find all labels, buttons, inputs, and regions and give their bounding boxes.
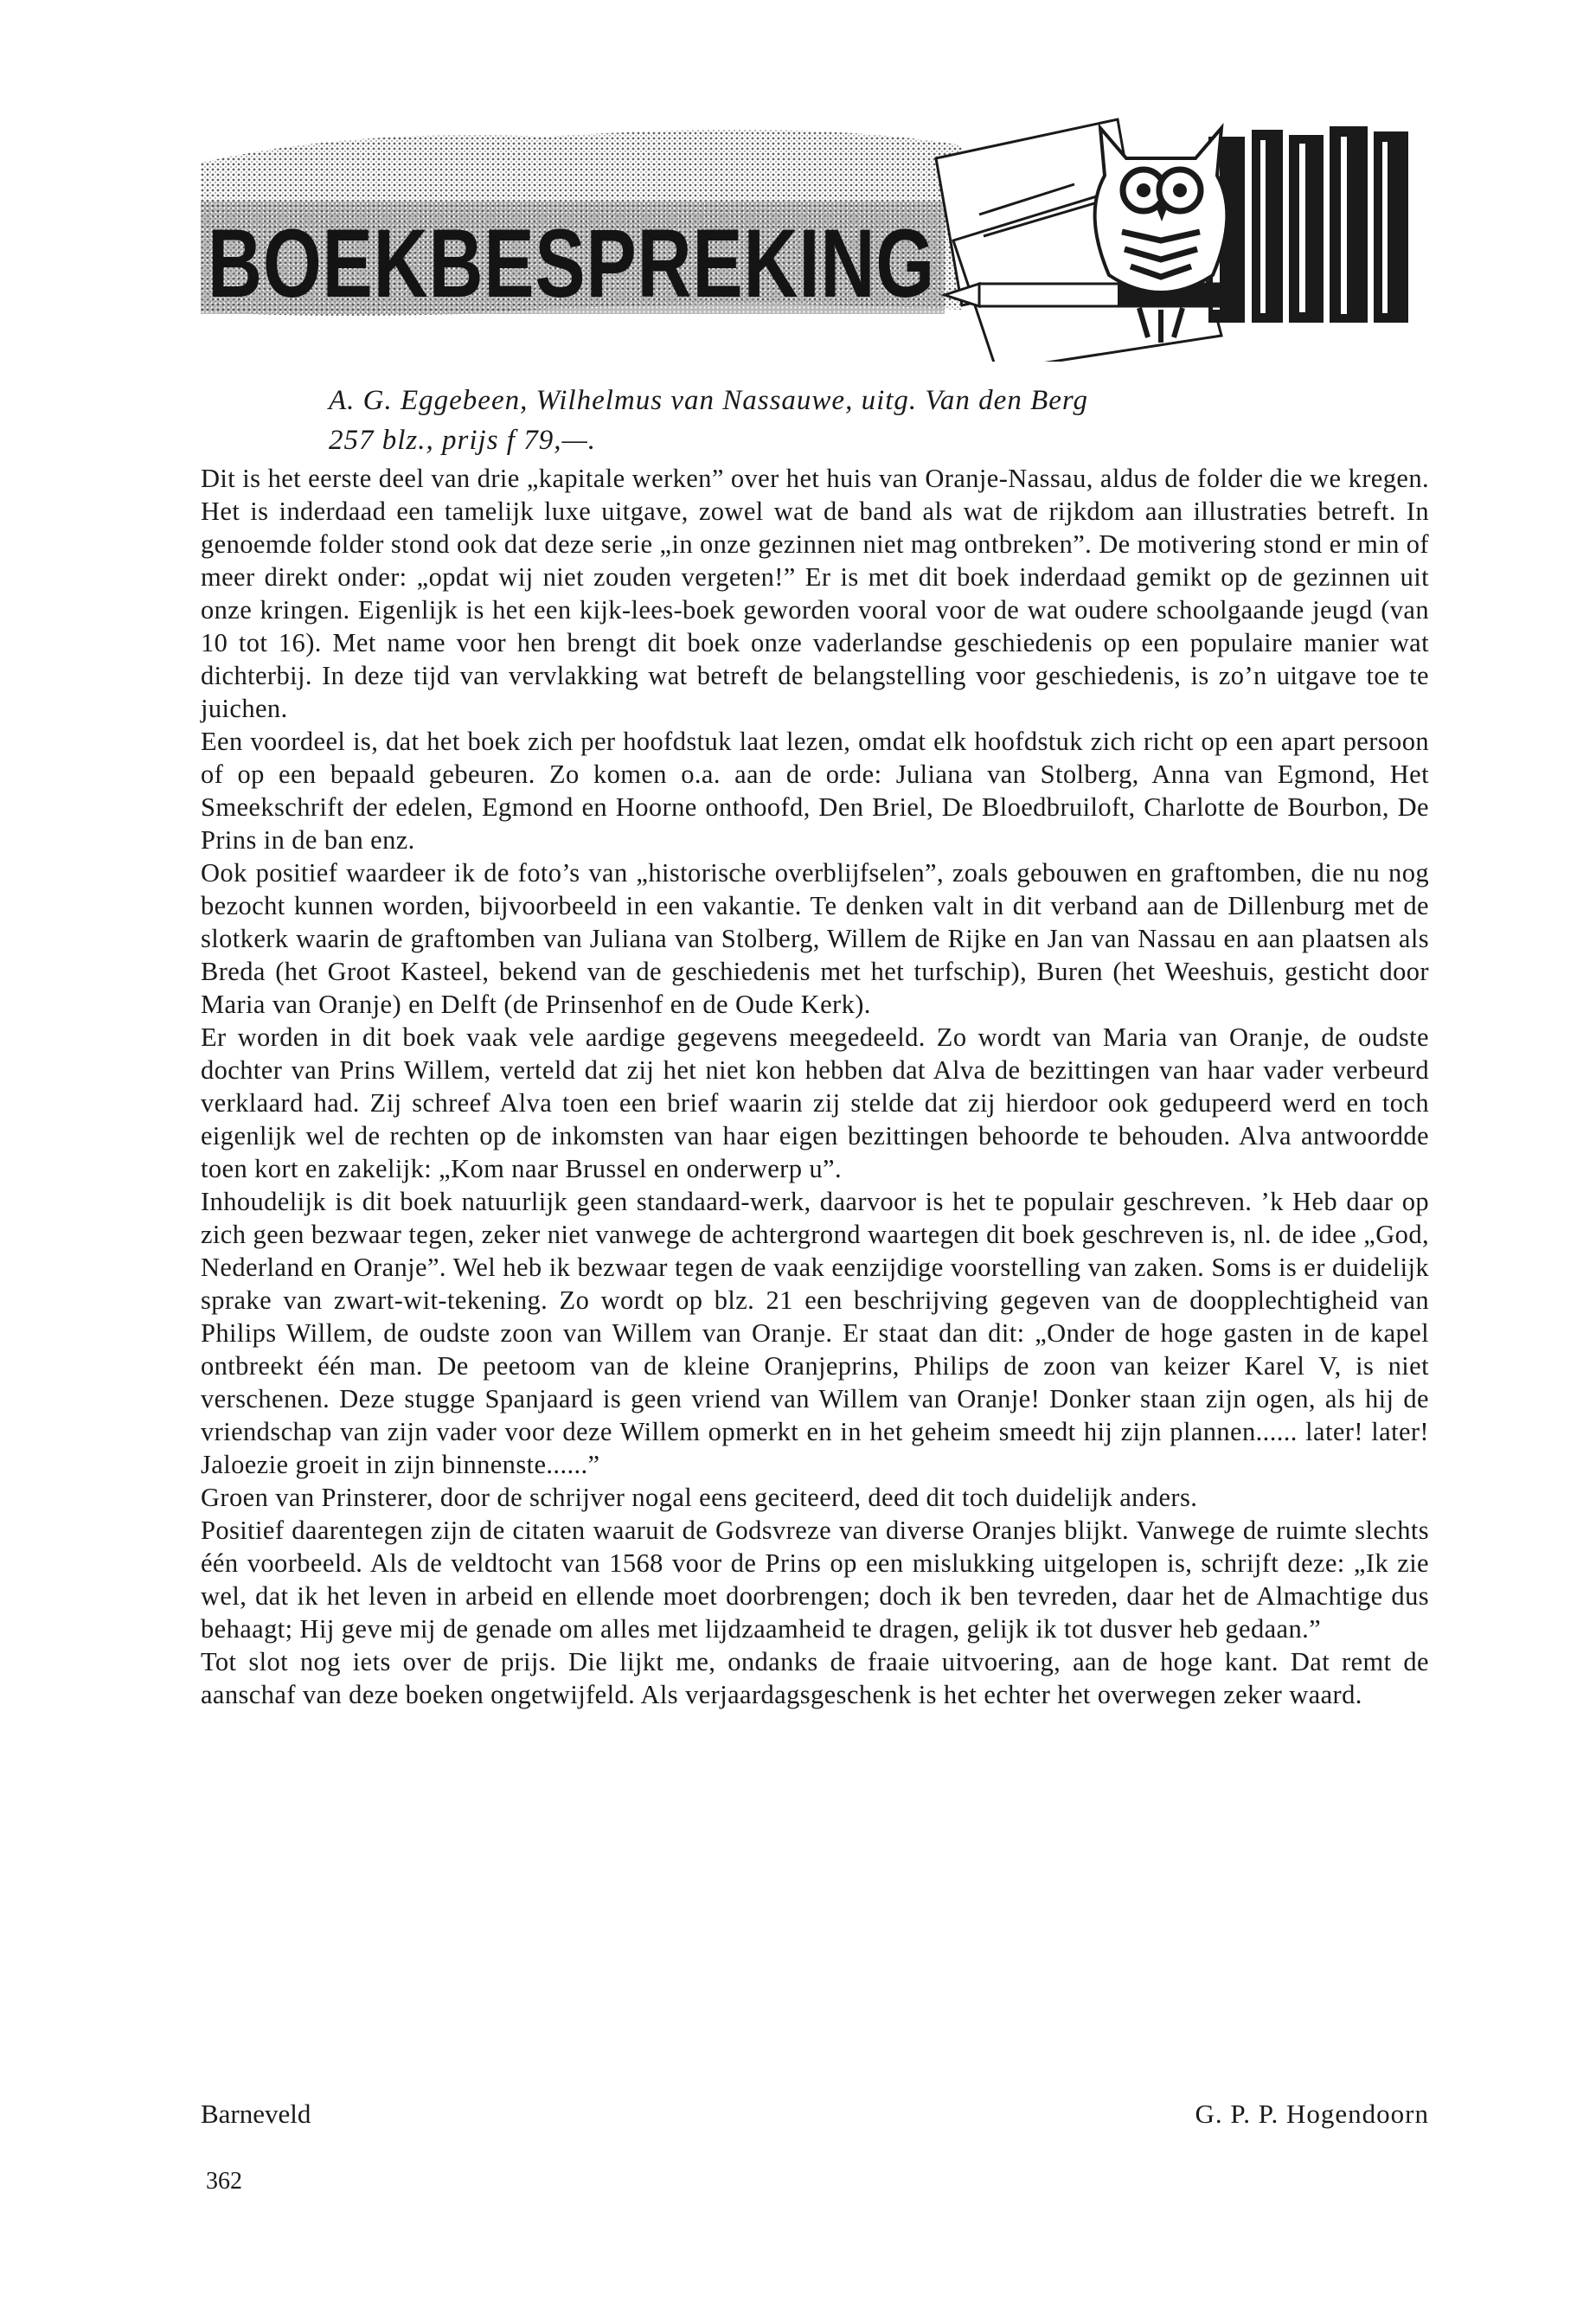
citation-line-1: A. G. Eggebeen, Wilhelmus van Nassauwe, uitg. Van den Berg	[329, 385, 1088, 416]
page-number: 362	[206, 2168, 242, 2195]
paragraph: Dit is het eerste deel van drie „kapitale werken” over het huis van Oranje-Nassau, aldus de folder die we kregen. Het is inderdaad een tamelijk luxe uitgave, zowel wat de band als wat de rijkdom aan illustraties betreft. In genoemde folder stond ook dat deze serie „in onze gezinnen niet mag ontbreken”. De motivering stond er min of meer direkt onder: „opdat wij niet zouden vergeten!” Er is met dit boek inderdaad gemikt op de gezinnen uit onze kringen. Eigenlijk is het een kijk-lees-boek geworden vooral voor de wat oudere schoolgaande jeugd (van 10 tot 16). Met name voor hen brengt dit boek onze vaderlandse geschiedenis op een populaire manier wat dichterbij. In deze tijd van vervlakking wat betreft de belangstelling voor geschiedenis, is zo’n uitgave toe te juichen.	[201, 464, 1429, 723]
paragraph: Tot slot nog iets over de prijs. Die lijkt me, ondanks de fraaie uitvoering, aan de hoge kant. Dat remt de aanschaf van deze boeken ongetwijfeld. Als verjaardagsgeschenk is het echter het overwegen zeker waard.	[201, 1647, 1429, 1709]
paragraph: Groen van Prinsterer, door de schrijver nogal eens geciteerd, deed dit toch duidelijk anders.	[201, 1483, 1198, 1512]
paragraph: Er worden in dit boek vaak vele aardige gegevens meegedeeld. Zo wordt van Maria van Oranje, de oudste dochter van Prins Willem, verteld dat zij het niet kon hebben dat Alva de bezittingen van haar vader verbeurd verklaard had. Zij schreef Alva toen een brief waarin zij stelde dat zij hierdoor ook gedupeerd werd en toch eigenlijk wel de rechten op de inkomsten van haar eigen bezittingen behoorde te behouden. Alva antwoordde toen kort en zakelijk: „Kom naar Brussel en onderwerp u”.	[201, 1022, 1429, 1183]
section-title: BOEKBESPREKING	[208, 209, 935, 317]
paragraph: Ook positief waardeer ik de foto’s van „historische overblijfselen”, zoals gebouwen en graftomben, die nu nog bezocht kunnen worden, bijvoorbeeld in een vakantie. Te denken valt in dit verband aan de Dillenburg met de slotkerk waarin de graftomben van Juliana van Stolberg, Willem de Rijke en Jan van Nassau en aan plaatsen als Breda (het Groot Kasteel, bekend van de geschiedenis met het turfschip), Buren (het Weeshuis, gesticht door Maria van Oranje) en Delft (de Prinsenhof en de Oude Kerk).	[201, 858, 1429, 1019]
masthead-banner	[201, 111, 1442, 362]
citation-line-2: 257 blz., prijs f 79,—.	[329, 425, 597, 456]
reviewer-name: G. P. P. Hogendoorn	[1195, 2099, 1429, 2129]
paragraph: Inhoudelijk is dit boek natuurlijk geen standaard-werk, daarvoor is het te populair geschreven. ’k Heb daar op zich geen bezwaar tegen, zeker niet vanwege de achtergrond waartegen dit boek geschreven is, nl. de idee „God, Nederland en Oranje”. Wel heb ik bezwaar tegen de vaak eenzijdige voorstelling van zaken. Soms is er duidelijk sprake van zwart-wit-tekening. Zo wordt op blz. 21 een beschrijving gegeven van de doopplechtigheid van Philips Willem, de oudste zoon van Willem van Oranje. Er staat dan dit: „Onder de hoge gasten in de kapel ontbreekt één man. De peetoom van de kleine Oranjeprins, Philips de zoon van keizer Karel V, is niet verschenen. Deze stugge Spanjaard is geen vriend van Willem van Oranje! Donker staan zijn ogen, als hij de vriendschap van zijn vader voor deze Willem opmerkt en in het geheim smeedt hij zijn plannen...... later! later! Jaloezie groeit in zijn binnenste......”	[201, 1187, 1429, 1479]
book-citation	[329, 381, 1367, 460]
paragraph: Positief daarentegen zijn de citaten waaruit de Godsvreze van diverse Oranjes blijkt. Vanwege de ruimte slechts één voorbeeld. Als de veldtocht van 1568 voor de Prins op een mislukking uitgelopen is, schrijft deze: „Ik zie wel, dat ik het leven in arbeid en ellende moet doorbrengen; doch ik ben tevreden, daar het de Almachtige dus behaagt; Hij geve mij de genade om alles met lijdzaamheid te dragen, gelijk ik tot dusver heb gedaan.”	[201, 1516, 1429, 1644]
paragraph: Een voordeel is, dat het boek zich per hoofdstuk laat lezen, omdat elk hoofdstuk zich richt op een apart persoon of op een bepaald gebeuren. Zo komen o.a. aan de orde: Juliana van Stolberg, Anna van Egmond, Het Smeekschrift der edelen, Egmond en Hoorne onthoofd, Den Briel, De Bloedbruiloft, Charlotte de Bourbon, De Prins in de ban enz.	[201, 727, 1429, 855]
reviewer-place: Barneveld	[201, 2099, 311, 2129]
review-body	[201, 462, 1429, 1711]
